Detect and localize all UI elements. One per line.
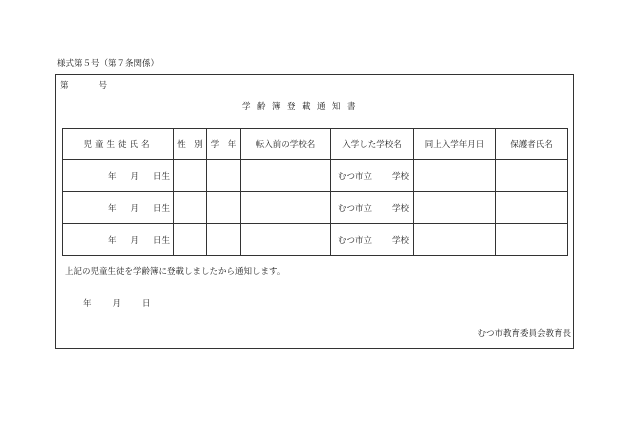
guardian-name-cell bbox=[496, 192, 568, 224]
table-row bbox=[63, 224, 568, 256]
gender-cell bbox=[174, 224, 207, 256]
previous-school-cell bbox=[241, 192, 331, 224]
previous-school-cell bbox=[241, 160, 331, 192]
enrolled-school-cell: むつ市立 学校 bbox=[331, 192, 414, 224]
document-title: 学齢簿登載通知書 bbox=[242, 102, 363, 112]
grade-cell bbox=[207, 192, 241, 224]
header-grade: 学 年 bbox=[207, 129, 241, 160]
birth-date-cell: 年 月 日生 bbox=[63, 224, 174, 256]
guardian-name-cell bbox=[496, 160, 568, 192]
enrollment-date-cell bbox=[414, 192, 496, 224]
header-gender: 性 別 bbox=[174, 129, 207, 160]
previous-school-cell bbox=[241, 224, 331, 256]
form-label: 様式第５号（第７条関係） bbox=[57, 59, 160, 69]
gender-cell bbox=[174, 192, 207, 224]
gender-cell bbox=[174, 160, 207, 192]
date-day-label: 日 bbox=[142, 299, 151, 309]
number-line bbox=[60, 79, 107, 91]
header-enrollment-date: 同上入学年月日 bbox=[414, 129, 496, 160]
number-prefix: 第 bbox=[60, 81, 69, 91]
notice-text: 上記の児童生徒を学齢簿に登載しましたから通知します。 bbox=[65, 267, 286, 277]
grade-cell bbox=[207, 160, 241, 192]
enrolled-school-cell: むつ市立 学校 bbox=[331, 224, 414, 256]
enrollment-date-cell bbox=[414, 224, 496, 256]
header-guardian-name: 保護者氏名 bbox=[496, 129, 568, 160]
signer: むつ市教育委員会教育長 bbox=[477, 329, 571, 339]
guardian-name-cell bbox=[496, 224, 568, 256]
header-student-name: 児童生徒氏名 bbox=[63, 129, 174, 160]
date-year-label: 年 bbox=[83, 299, 92, 309]
table-row bbox=[63, 160, 568, 192]
table-header-row bbox=[63, 129, 568, 160]
header-previous-school: 転入前の学校名 bbox=[241, 129, 331, 160]
grade-cell bbox=[207, 224, 241, 256]
header-enrolled-school: 入学した学校名 bbox=[331, 129, 414, 160]
register-table bbox=[62, 128, 568, 256]
date-month-label: 月 bbox=[112, 299, 122, 309]
birth-date-cell: 年 月 日生 bbox=[63, 160, 174, 192]
enrollment-date-cell bbox=[414, 160, 496, 192]
table-row bbox=[63, 192, 568, 224]
notice-date bbox=[83, 297, 151, 309]
birth-date-cell: 年 月 日生 bbox=[63, 192, 174, 224]
enrolled-school-cell: むつ市立 学校 bbox=[331, 160, 414, 192]
number-suffix: 号 bbox=[98, 81, 108, 91]
